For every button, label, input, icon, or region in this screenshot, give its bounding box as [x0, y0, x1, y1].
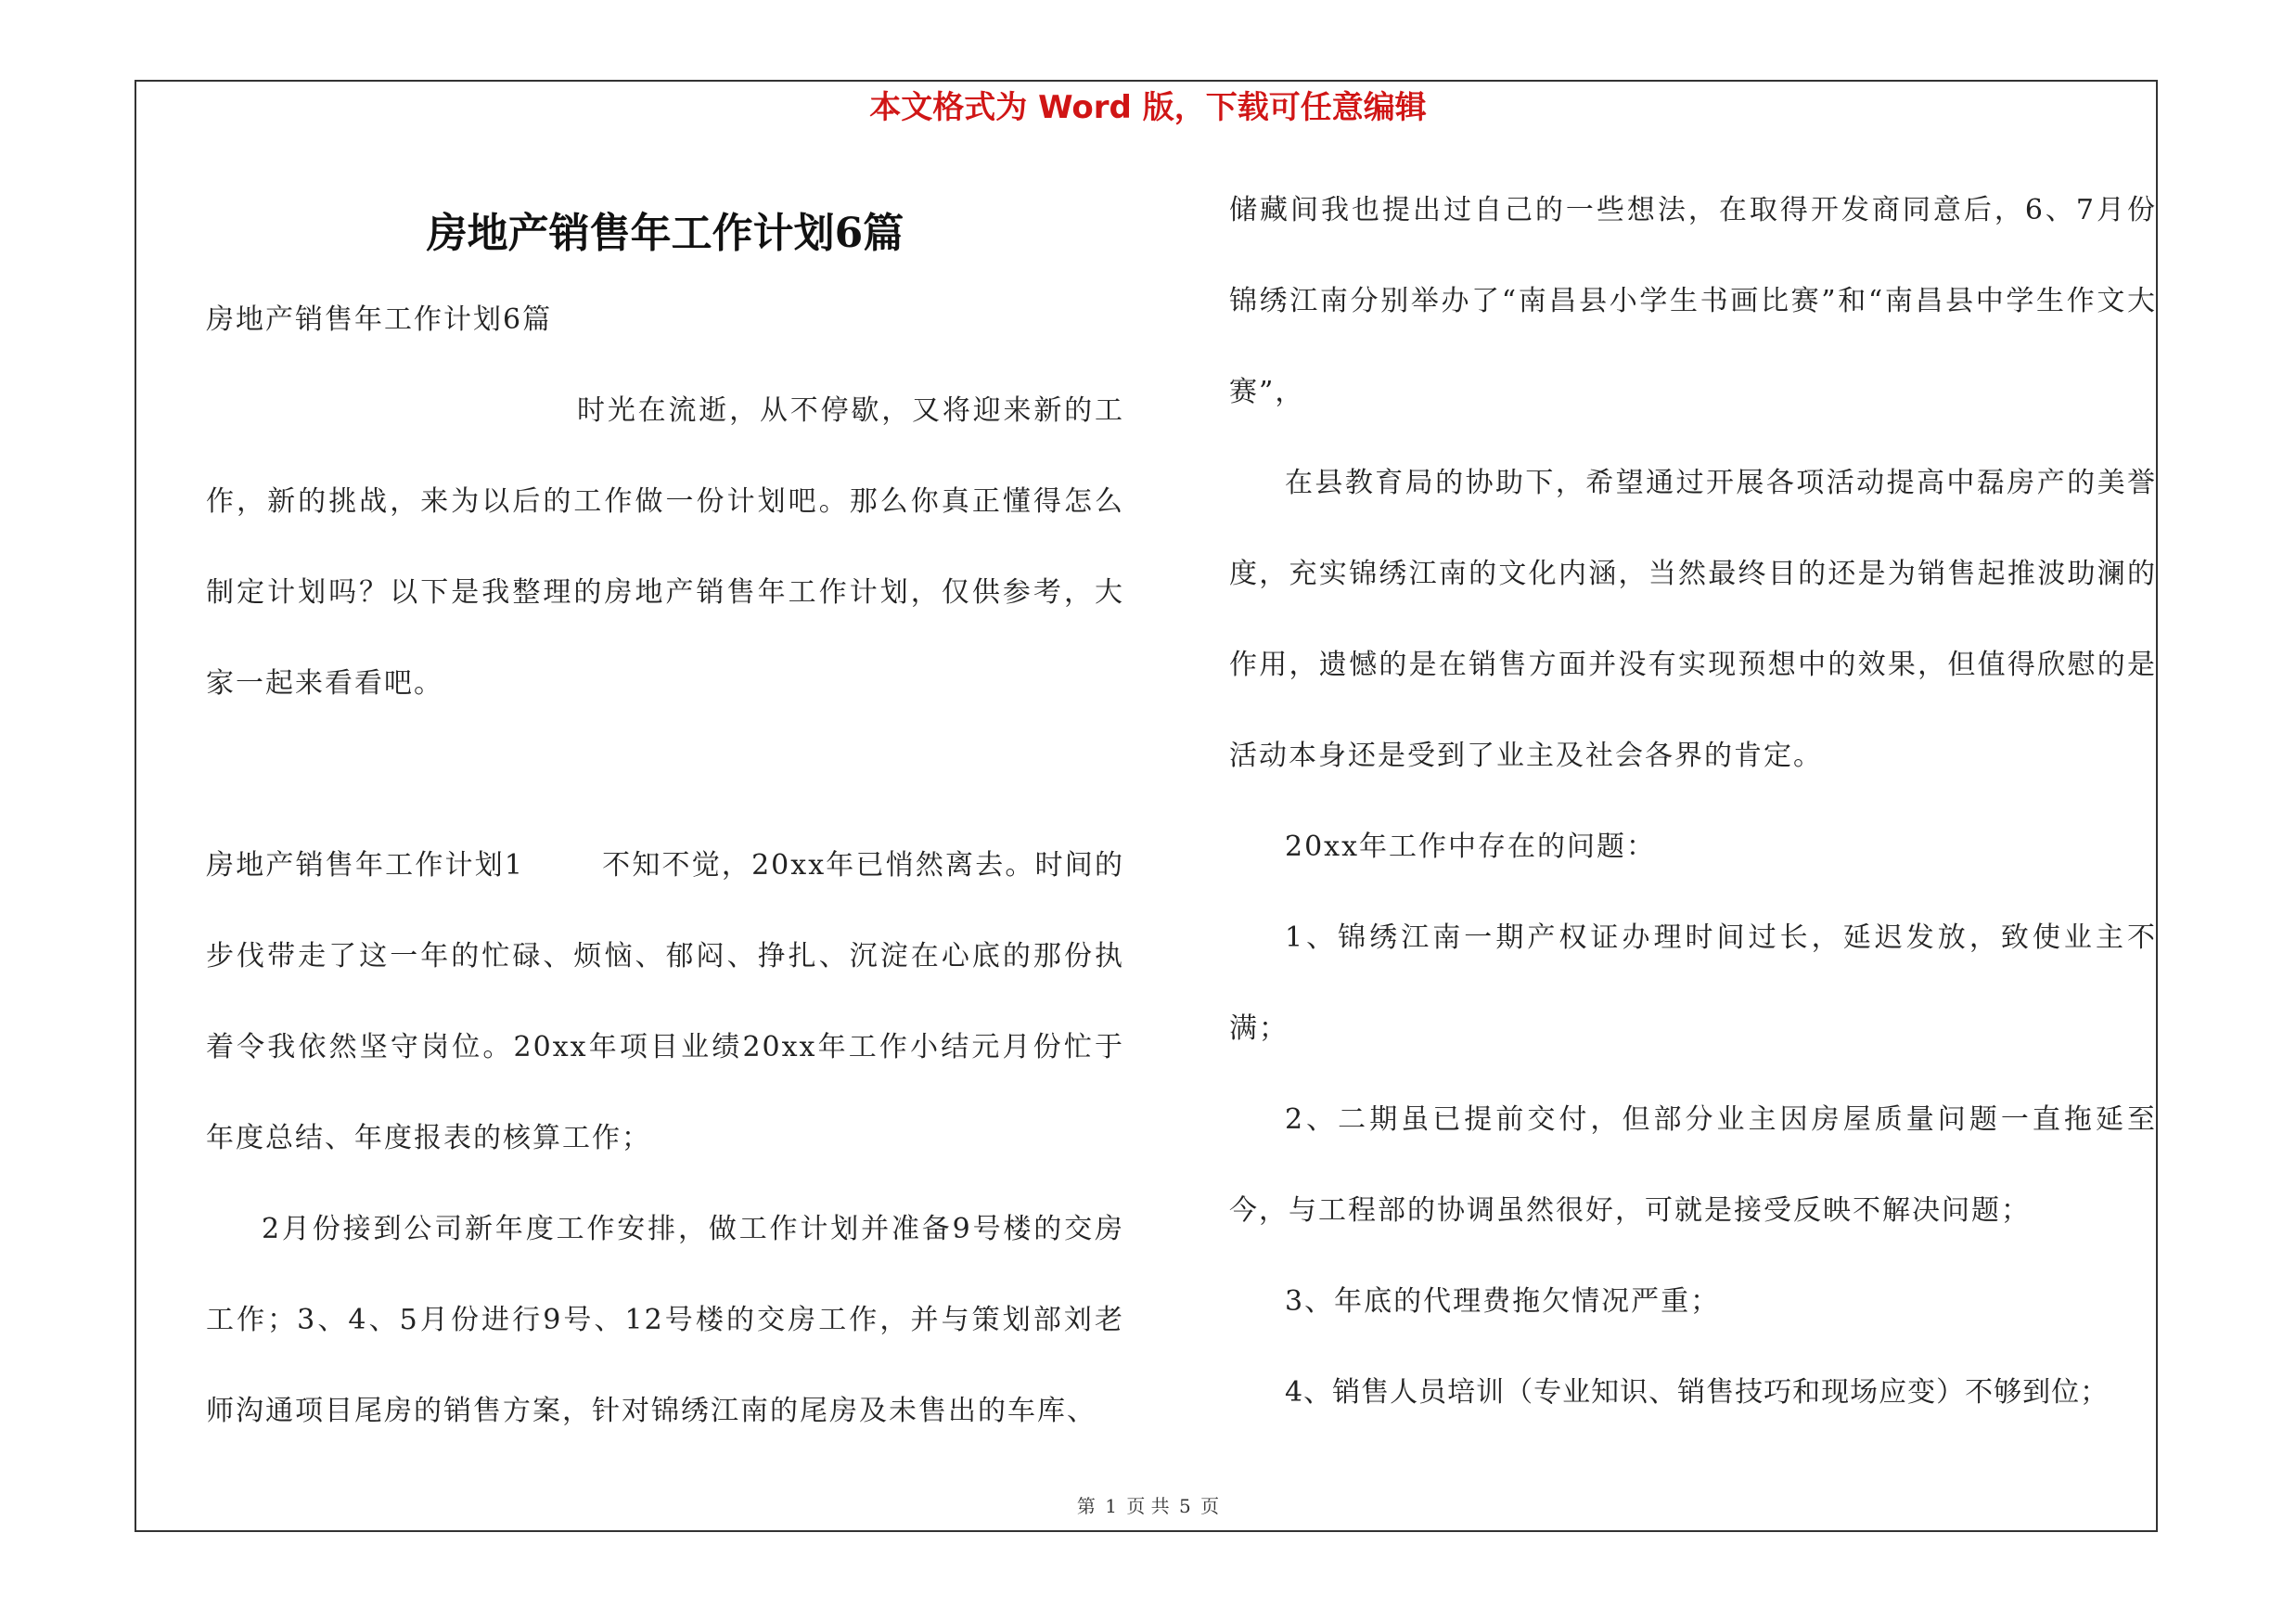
problem-item-2: 2、二期虽已提前交付，但部分业主因房屋质量问题一直拖延至今，与工程部的协调虽然很好，可就是接受反映不解决问题； — [1229, 1103, 2157, 1227]
education-paragraph: 在县教育局的协助下，希望通过开展各项活动提高中磊房产的美誉度，充实锦绣江南的文化内涵，当然最终目的还是为销售起推波助澜的作用，遗憾的是在销售方面并没有实现预想中的效果，但值得欣慰的是活动本身还是受到了业主及社会各界的肯定。 — [1229, 467, 2157, 772]
plan-1-paragraph — [206, 820, 1124, 1184]
problem-item-3: 3、年底的代理费拖欠情况严重； — [1285, 1285, 1721, 1318]
problem-item-1: 1、锦绣江南一期产权证办理时间过长，延迟发放，致使业主不满； — [1229, 921, 2157, 1045]
footer-total-pages: 5 — [1179, 1495, 1191, 1517]
document-subtitle: 房地产销售年工作计划6篇 — [206, 303, 553, 336]
footer-page-number: 1 — [1105, 1495, 1117, 1517]
format-banner: 本文格式为 Word 版，下载可任意编辑 — [869, 89, 1427, 126]
blank-line — [206, 729, 1124, 820]
activities-paragraph: 储藏间我也提出过自己的一些想法，在取得开发商同意后，6、7月份锦绣江南分别举办了“南昌县小学生书画比赛”和“南昌县中学生作文大赛”， — [1229, 194, 2157, 408]
intro-paragraph: 时光在流逝，从不停歇，又将迎来新的工作，新的挑战，来为以后的工作做一份计划吧。那么你真正懂得怎么制定计划吗？以下是我整理的房地产销售年工作计划，仅供参考，大家一起来看看吧。 — [206, 394, 1124, 700]
plan-1-heading: 房地产销售年工作计划1 — [206, 849, 524, 882]
right-column — [1229, 165, 2157, 1438]
document-title: 房地产销售年工作计划6篇 — [426, 210, 904, 257]
footer-mid: 页 共 — [1126, 1495, 1170, 1517]
plan-1-text: 不知不觉，20xx年已悄然离去。时间的步伐带走了这一年的忙碌、烦恼、郁闷、挣扎、沉淀在心底的那份执着令我依然坚守岗位。20xx年项目业绩20xx年工作小结元月份忙于年度总结、年度报表的核算工作； — [206, 849, 1124, 1154]
page-footer — [0, 1492, 2296, 1520]
problems-heading: 20xx年工作中存在的问题： — [1285, 831, 1657, 863]
footer-post: 页 — [1200, 1495, 1220, 1517]
footer-pre: 第 — [1076, 1495, 1096, 1517]
left-column — [206, 186, 1124, 1457]
problem-item-4: 4、销售人员培训（专业知识、销售技巧和现场应变）不够到位； — [1285, 1376, 2110, 1409]
plan-1-paragraph-2: 2月份接到公司新年度工作安排，做工作计划并准备9号楼的交房工作；3、4、5月份进行9号、12号楼的交房工作，并与策划部刘老师沟通项目尾房的销售方案，针对锦绣江南的尾房及未售出的车库、 — [206, 1213, 1124, 1427]
